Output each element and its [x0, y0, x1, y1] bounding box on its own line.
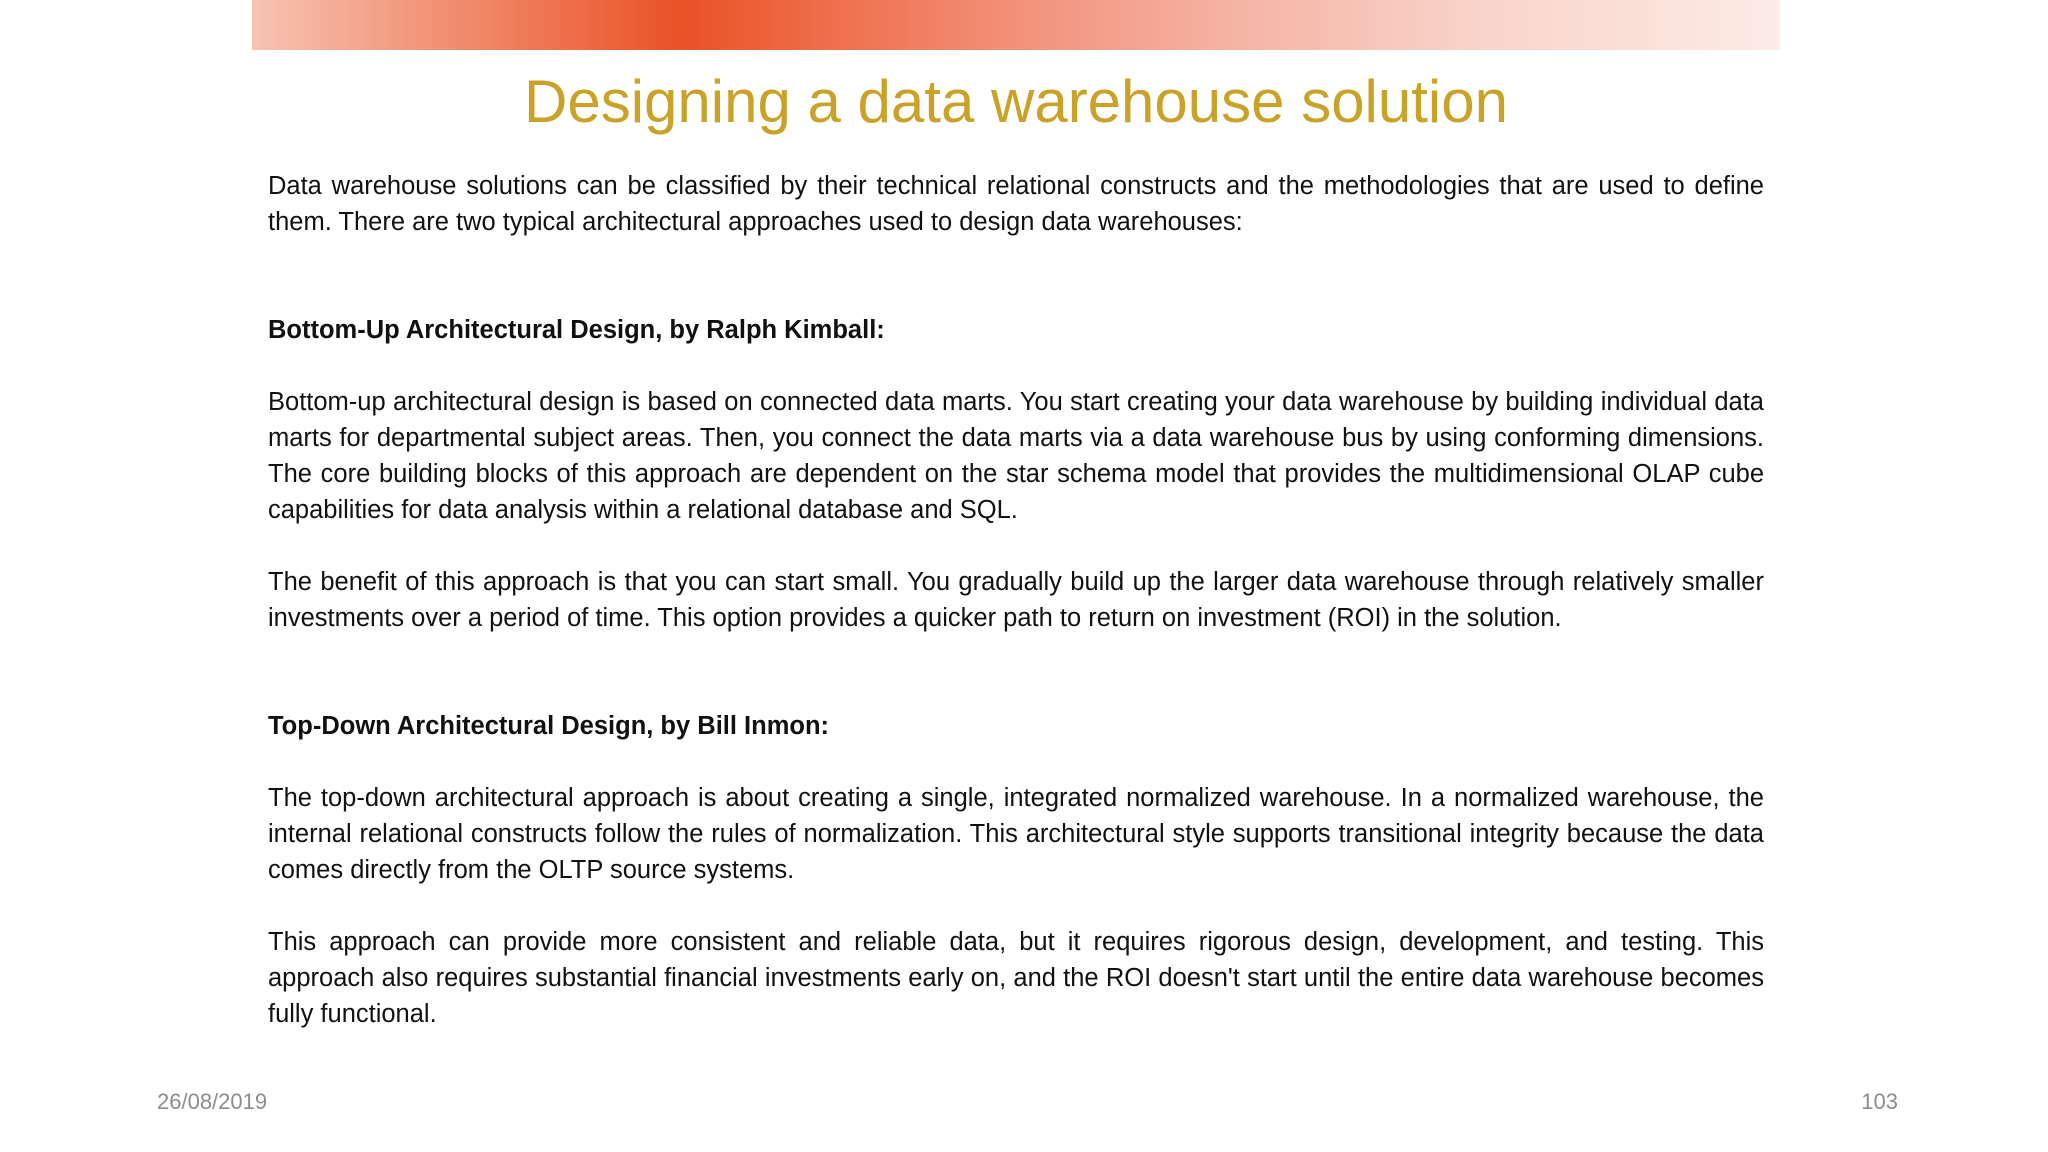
- spacer: [268, 528, 1764, 564]
- spacer: [268, 888, 1764, 924]
- footer-date: 26/08/2019: [157, 1089, 268, 1114]
- top-down-paragraph-1: The top-down architectural approach is about creating a single, integrated normalized warehouse. In a normalized warehouse, the internal relational constructs follow the rules of normalization. This architectural style supports transitional integrity because the data comes directly from the OLTP source systems.: [268, 784, 1764, 884]
- header-gradient-band: [252, 0, 1780, 50]
- bottom-up-paragraph-2: The benefit of this approach is that you can start small. You gradually build up the larger data warehouse through relatively smaller investments over a period of time. This option provides a quicker path to return on investment (ROI) in the solution.: [268, 568, 1764, 632]
- slide-body: [268, 168, 1764, 1032]
- section-heading-top-down: Top-Down Architectural Design, by Bill Inmon:: [268, 712, 830, 740]
- spacer: [268, 348, 1764, 384]
- section-heading-bottom-up: Bottom-Up Architectural Design, by Ralph Kimball:: [268, 316, 885, 344]
- spacer: [268, 636, 1764, 708]
- top-down-paragraph-2: This approach can provide more consistent and reliable data, but it requires rigorous design, development, and testing. This approach also requires substantial financial investments early on, and the ROI doesn't start until the entire data warehouse becomes fully functional.: [268, 928, 1764, 1028]
- bottom-up-paragraph-1: Bottom-up architectural design is based on connected data marts. You start creating your data warehouse by building individual data marts for departmental subject areas. Then, you connect the data marts via a data warehouse bus by using conforming dimensions. The core building blocks of this approach are dependent on the star schema model that provides the multidimensional OLAP cube capabilities for data analysis within a relational database and SQL.: [268, 388, 1764, 524]
- spacer: [268, 744, 1764, 780]
- spacer: [268, 240, 1764, 312]
- slide-title: Designing a data warehouse solution: [524, 68, 1508, 135]
- footer-page-number: 103: [1861, 1089, 1898, 1114]
- intro-paragraph: Data warehouse solutions can be classified by their technical relational constructs and the methodologies that are used to define them. There are two typical architectural approaches used to design data warehouses:: [268, 172, 1764, 236]
